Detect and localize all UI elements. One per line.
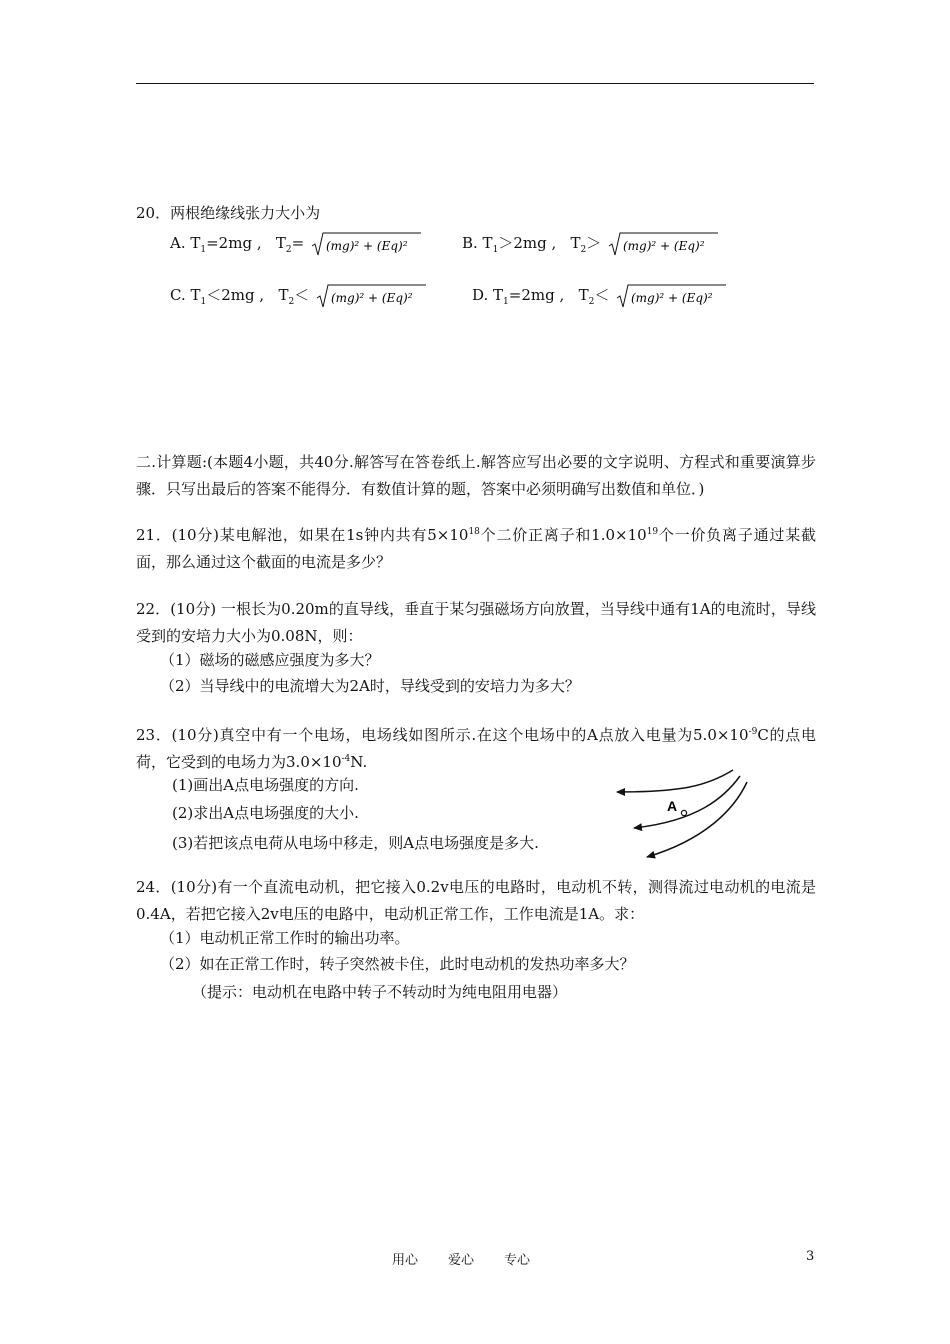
- q20-option-c: C. $T_1<2mg$ , $T_2<$ (mg)² + (Eq)²: [170, 282, 428, 310]
- point-a-label: A: [667, 798, 678, 814]
- sqrt-text: (mg)² + (Eq)²: [631, 291, 713, 305]
- sqrt-text: (mg)² + (Eq)²: [623, 239, 705, 253]
- q20-stem: 20．两根绝缘线张力大小为: [136, 204, 321, 222]
- sqrt-expression: [316, 282, 428, 310]
- sqrt-expression: [311, 230, 423, 258]
- field-line-2: [634, 776, 740, 828]
- sqrt-text: (mg)² + (Eq)²: [330, 291, 413, 305]
- footer-motto-3: 专心: [504, 1253, 531, 1268]
- footer-motto-1: 用心: [392, 1253, 419, 1268]
- q21-text: 21．(10分)某电解池，如果在1s钟内共有$5\times 10^{18}$个二价正离子和$1.0\times 10^{19}$个一价负离子通过某截面，那么通过这个截面的电流是多少？: [136, 526, 816, 571]
- q23-sub1: (1)画出A点电场强度的方向.: [172, 776, 359, 794]
- field-line-1: [617, 770, 733, 792]
- q23-sub3: (3)若把该点电荷从电场中移走，则A点电场强度是多大.: [172, 834, 539, 852]
- q24-hint: （提示：电动机在电路中转子不转动时为纯电阻用电器）: [192, 983, 568, 1001]
- q22-sub2: （2）当导线中的电流增大为2A时，导线受到的安培力为多大？: [160, 677, 580, 695]
- page-number: 3: [806, 1249, 815, 1264]
- q22-stem: 22．(10分) 一根长为0.20m的直导线，垂直于某匀强磁场方向放置，当导线中通有1A的电流时，导线受到的安培力大小为0.08N，则：: [136, 600, 816, 645]
- point-a-marker: [681, 810, 686, 815]
- q20-option-b: B. $T_1>2mg$ , $T_2>$ (mg)² + (Eq)²: [462, 230, 720, 258]
- q22-sub1: （1）磁场的磁感应强度为多大？: [160, 651, 380, 669]
- sqrt-text: (mg)² + (Eq)²: [326, 239, 408, 253]
- section2-intro: 二.计算题:(本题4小题，共40分.解答写在答卷纸上.解答应写出必要的文字说明、方程式和重要演算步骤．只写出最后的答案不能得分．有数值计算的题，答案中必须明确写出数值和单位．): [136, 453, 816, 498]
- sqrt-expression: [608, 230, 720, 258]
- field-line-3: [647, 782, 747, 857]
- header-rule: [136, 83, 814, 84]
- sqrt-expression: [616, 282, 728, 310]
- q24-sub2: （2）如在正常工作时，转子突然被卡住，此时电动机的发热功率多大？: [160, 955, 635, 973]
- footer-motto-2: 爱心: [448, 1253, 475, 1268]
- q20-option-a: A. $T_1=2mg$ , $T_2=$ (mg)² + (Eq)²: [170, 230, 423, 258]
- q24-stem: 24．(10分)有一个直流电动机，把它接入0.2v电压的电路时，电动机不转，测得流过电动机的电流是0.4A，若把它接入2v电压的电路中，电动机正常工作，工作电流是1A。求：: [136, 878, 816, 923]
- q23-sub2: (2)求出A点电场强度的大小.: [172, 804, 359, 822]
- q20-option-d: D. $T_1=2mg$ , $T_2<$ (mg)² + (Eq)²: [472, 282, 728, 310]
- q24-sub1: （1）电动机正常工作时的输出功率。: [160, 929, 410, 947]
- q23-stem: 23．(10分)真空中有一个电场，电场线如图所示.在这个电场中的A点放入电量为$5.0\times 10^{-9}C$的点电荷，它受到的电场力为$3.0\times 10^{-4}N$.: [136, 726, 817, 771]
- electric-field-diagram: [612, 764, 752, 864]
